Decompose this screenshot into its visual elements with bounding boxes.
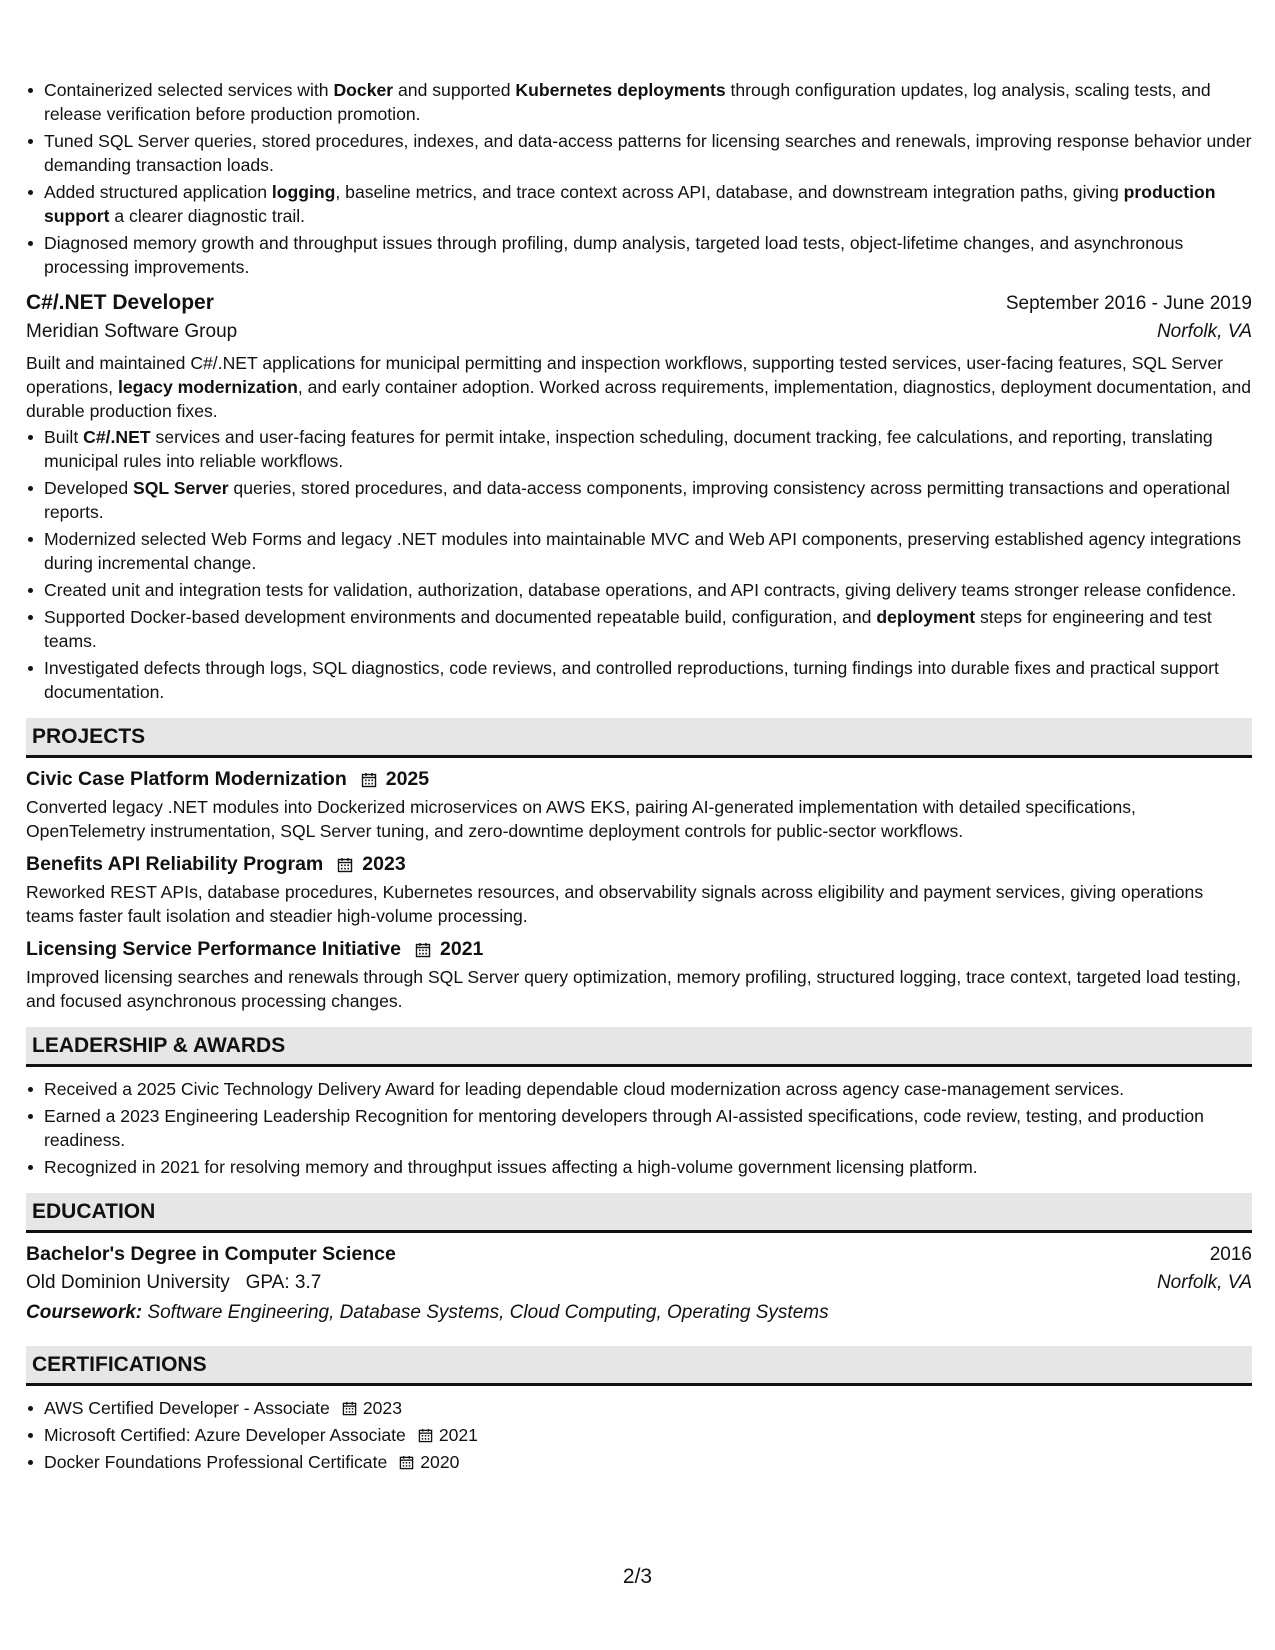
project-name: Licensing Service Performance Initiative: [26, 938, 401, 960]
list-item: [44, 1450, 1252, 1474]
calendar-icon: [399, 1455, 414, 1470]
section-heading-certifications: CERTIFICATIONS: [26, 1346, 1252, 1386]
project-description: Converted legacy .NET modules into Dockerized microservices on AWS EKS, pairing AI-generated implementation with detailed specifications, OpenTelemetry instrumentation, SQL Server tuning, and zero-downtime deployment controls for public-sector workflows.: [26, 797, 1136, 841]
list-item: Supported Docker-based development environments and documented repeatable build, configuration, and deployment steps for engineering and test teams.: [44, 605, 1252, 653]
education-subheader: [26, 1272, 1252, 1294]
cert-name: AWS Certified Developer - Associate: [44, 1398, 330, 1418]
list-item: Received a 2025 Civic Technology Delivery Award for leading dependable cloud modernization across agency case-management services.: [44, 1077, 1252, 1101]
resume-page: [26, 78, 1252, 1477]
graduation-year: 2016: [1209, 1244, 1252, 1265]
list-item: Investigated defects through logs, SQL diagnostics, code reviews, and controlled reproductions, turning findings into durable fixes and practical support documentation.: [44, 656, 1252, 704]
section-heading-education: EDUCATION: [26, 1193, 1252, 1233]
list-item: Added structured application logging, baseline metrics, and trace context across API, database, and downstream integration paths, giving production support a clearer diagnostic trail.: [44, 180, 1252, 228]
section-heading-projects: PROJECTS: [26, 718, 1252, 758]
project-year: 2025: [385, 768, 430, 790]
project-name: Civic Case Platform Modernization: [26, 768, 347, 790]
job-dates: September 2016 - June 2019: [1005, 293, 1252, 314]
list-item: Earned a 2023 Engineering Leadership Recognition for mentoring developers through AI-assisted specifications, code review, testing, and production readiness.: [44, 1104, 1252, 1152]
list-item: Modernized selected Web Forms and legacy .NET modules into maintainable MVC and Web API components, preserving established agency integrations during incremental change.: [44, 527, 1252, 575]
list-item: Created unit and integration tests for validation, authorization, database operations, and API contracts, giving delivery teams stronger release confidence.: [44, 578, 1252, 602]
list-item: Containerized selected services with Docker and supported Kubernetes deployments through configuration updates, log analysis, scaling tests, and release verification before production promotion.: [44, 78, 1252, 126]
project-year: 2021: [440, 938, 484, 960]
calendar-icon: [337, 857, 353, 873]
calendar-icon: [361, 772, 377, 788]
list-item: [44, 1396, 1252, 1420]
list-item: Built C#/.NET services and user-facing features for permit intake, inspection scheduling, document tracking, fee calculations, and reporting, translating municipal rules into reliable workflows.: [44, 425, 1252, 473]
calendar-icon: [342, 1401, 357, 1416]
coursework-label: Coursework:: [26, 1302, 143, 1323]
awards-list: [26, 1077, 1252, 1179]
project-item: [26, 768, 1252, 843]
certifications-list: [26, 1396, 1252, 1474]
job-title: C#/.NET Developer: [26, 291, 214, 314]
job-summary: Built and maintained C#/.NET applications for municipal permitting and inspection workflows, supporting tested services, user-facing features, SQL Server operations, legacy modernization, and early container adoption. Worked across requirements, implementation, diagnostics, deployment documentation, and durable production fixes.: [26, 353, 1252, 421]
job-location: Norfolk, VA: [1156, 321, 1252, 342]
school-name: Old Dominion University: [26, 1272, 230, 1293]
list-item: Diagnosed memory growth and throughput issues through profiling, dump analysis, targeted load tests, object-lifetime changes, and asynchronous processing improvements.: [44, 231, 1252, 279]
list-item: Tuned SQL Server queries, stored procedures, indexes, and data-access patterns for licensing searches and renewals, improving response behavior under demanding transaction loads.: [44, 131, 1252, 175]
project-description: Improved licensing searches and renewals through SQL Server query optimization, memory profiling, structured logging, trace context, targeted load testing, and focused asynchronous processing changes.: [26, 967, 1241, 1011]
job-header: [26, 291, 1252, 315]
list-item: [44, 1423, 1252, 1447]
cert-year: 2023: [362, 1398, 402, 1418]
cert-name: Docker Foundations Professional Certificate: [44, 1452, 388, 1472]
project-year: 2023: [362, 853, 406, 875]
coursework-list: Software Engineering, Database Systems, Cloud Computing, Operating Systems: [147, 1302, 829, 1323]
project-name: Benefits API Reliability Program: [26, 853, 324, 875]
gpa: GPA: 3.7: [245, 1272, 322, 1293]
project-item: [26, 938, 1252, 1013]
cert-year: 2020: [420, 1452, 460, 1472]
list-item: Developed SQL Server queries, stored procedures, and data-access components, improving consistency across permitting transactions and operational reports.: [44, 476, 1252, 524]
list-item: Recognized in 2021 for resolving memory and throughput issues affecting a high-volume government licensing platform.: [44, 1155, 1252, 1179]
coursework: [26, 1302, 1252, 1324]
project-item: [26, 853, 1252, 928]
project-description: Reworked REST APIs, database procedures, Kubernetes resources, and observability signals across eligibility and payment services, giving operations teams faster fault isolation and steadier high-volume processing.: [26, 882, 1204, 926]
school-location: Norfolk, VA: [1156, 1272, 1252, 1293]
previous-job-bullets: [26, 78, 1252, 279]
cert-year: 2021: [438, 1425, 478, 1445]
degree: Bachelor's Degree in Computer Science: [26, 1243, 396, 1265]
cert-name: Microsoft Certified: Azure Developer Associate: [44, 1425, 406, 1445]
page-number: 2/3: [622, 1565, 653, 1588]
job-subheader: [26, 321, 1252, 343]
education-header: [26, 1243, 1252, 1266]
calendar-icon: [418, 1428, 433, 1443]
section-heading-leadership: LEADERSHIP & AWARDS: [26, 1027, 1252, 1067]
company-name: Meridian Software Group: [26, 321, 238, 342]
job-bullets: [26, 425, 1252, 704]
calendar-icon: [415, 942, 431, 958]
